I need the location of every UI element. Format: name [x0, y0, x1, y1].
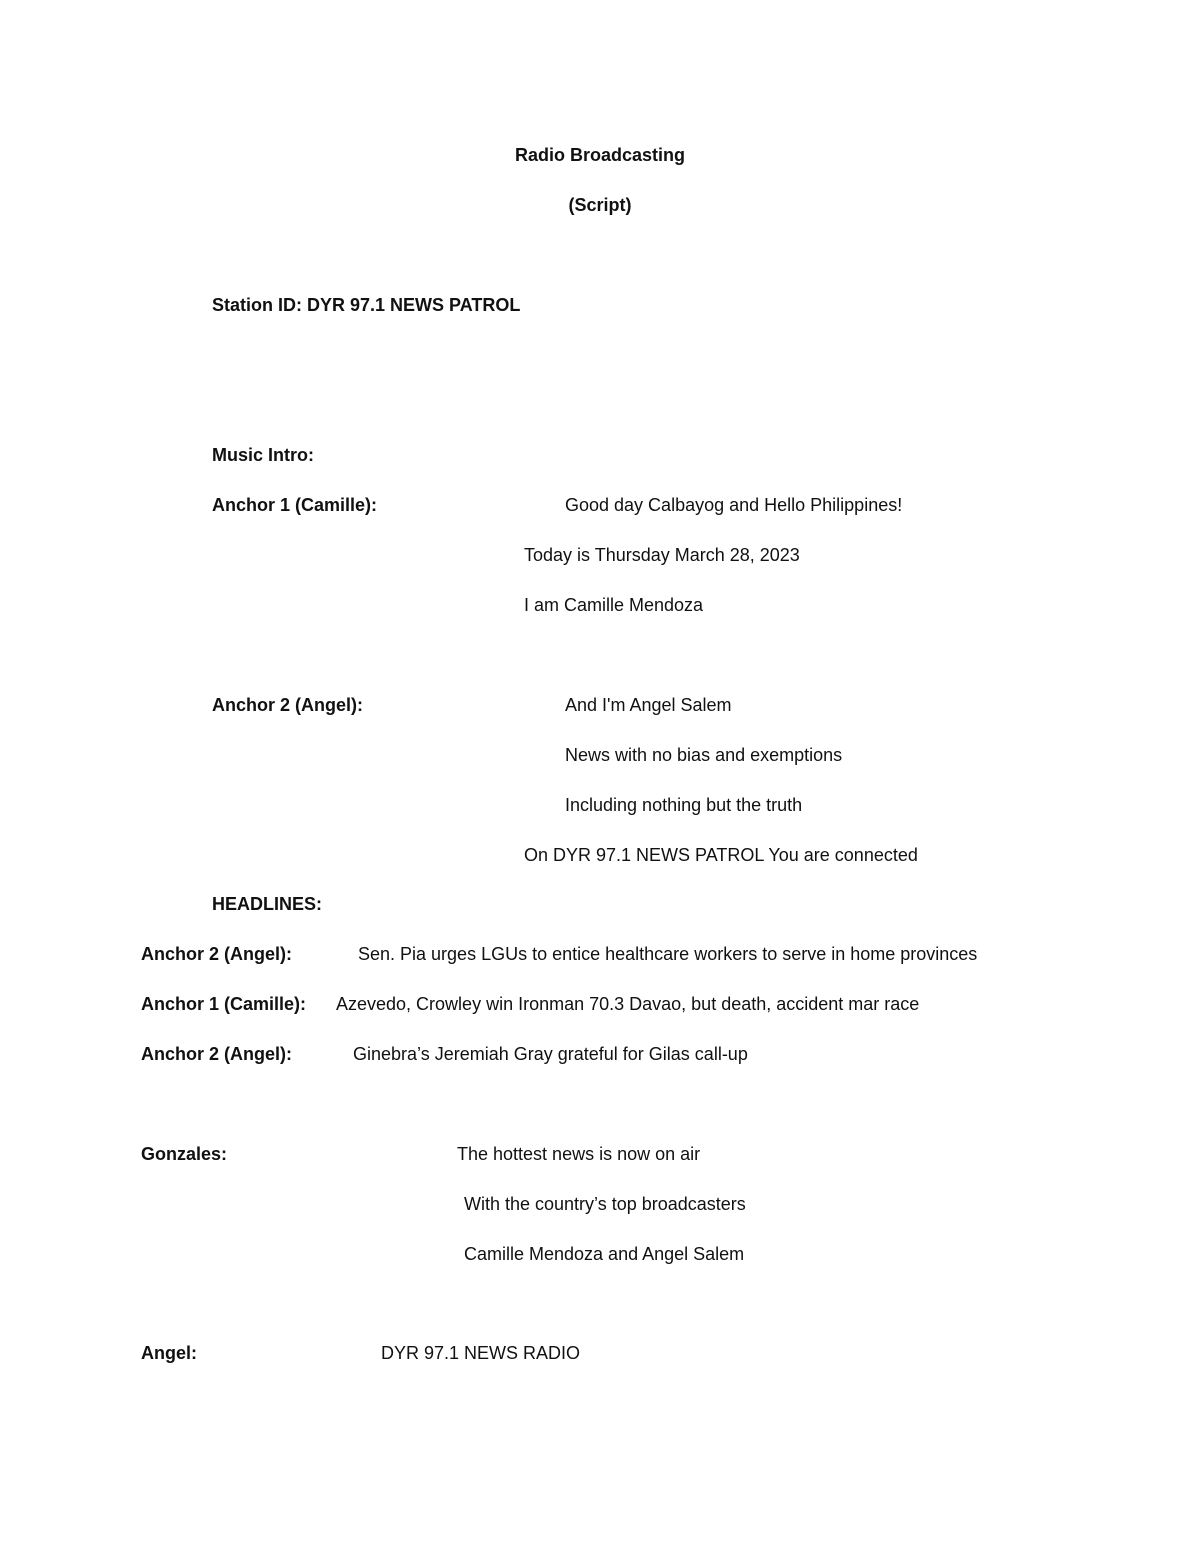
anchor2-intro-line: Including nothing but the truth	[565, 795, 803, 815]
headlines-heading: HEADLINES:	[212, 894, 323, 914]
anchor1-intro-line: Today is Thursday March 28, 2023	[524, 545, 800, 565]
anchor1-intro-label: Anchor 1 (Camille):	[212, 495, 378, 515]
document-subtitle: (Script)	[568, 195, 632, 215]
anchor2-intro-line: On DYR 97.1 NEWS PATROL You are connected	[524, 845, 918, 865]
headline-speaker: Anchor 2 (Angel):	[141, 1044, 292, 1064]
anchor2-intro-label: Anchor 2 (Angel):	[212, 695, 363, 715]
gonzales-line: The hottest news is now on air	[457, 1144, 701, 1164]
anchor1-intro-line: I am Camille Mendoza	[524, 595, 704, 615]
gonzales-line: Camille Mendoza and Angel Salem	[464, 1244, 745, 1264]
anchor2-intro-line: And I'm Angel Salem	[565, 695, 732, 715]
headline-text: Sen. Pia urges LGUs to entice healthcare workers to serve in home provinces	[358, 944, 978, 964]
angel-label: Angel:	[141, 1343, 197, 1363]
headline-speaker: Anchor 1 (Camille):	[141, 994, 307, 1014]
station-id: Station ID: DYR 97.1 NEWS PATROL	[212, 295, 521, 315]
angel-line: DYR 97.1 NEWS RADIO	[381, 1343, 581, 1363]
headline-speaker: Anchor 2 (Angel):	[141, 944, 292, 964]
headline-text: Ginebra’s Jeremiah Gray grateful for Gilas call-up	[353, 1044, 748, 1064]
anchor1-intro-line: Good day Calbayog and Hello Philippines!	[565, 495, 903, 515]
headline-text: Azevedo, Crowley win Ironman 70.3 Davao, but death, accident mar race	[336, 994, 920, 1014]
anchor2-intro-line: News with no bias and exemptions	[565, 745, 843, 765]
gonzales-line: With the country’s top broadcasters	[464, 1194, 746, 1214]
music-intro-label: Music Intro:	[212, 445, 314, 465]
document-title: Radio Broadcasting	[514, 145, 686, 165]
gonzales-label: Gonzales:	[141, 1144, 228, 1164]
